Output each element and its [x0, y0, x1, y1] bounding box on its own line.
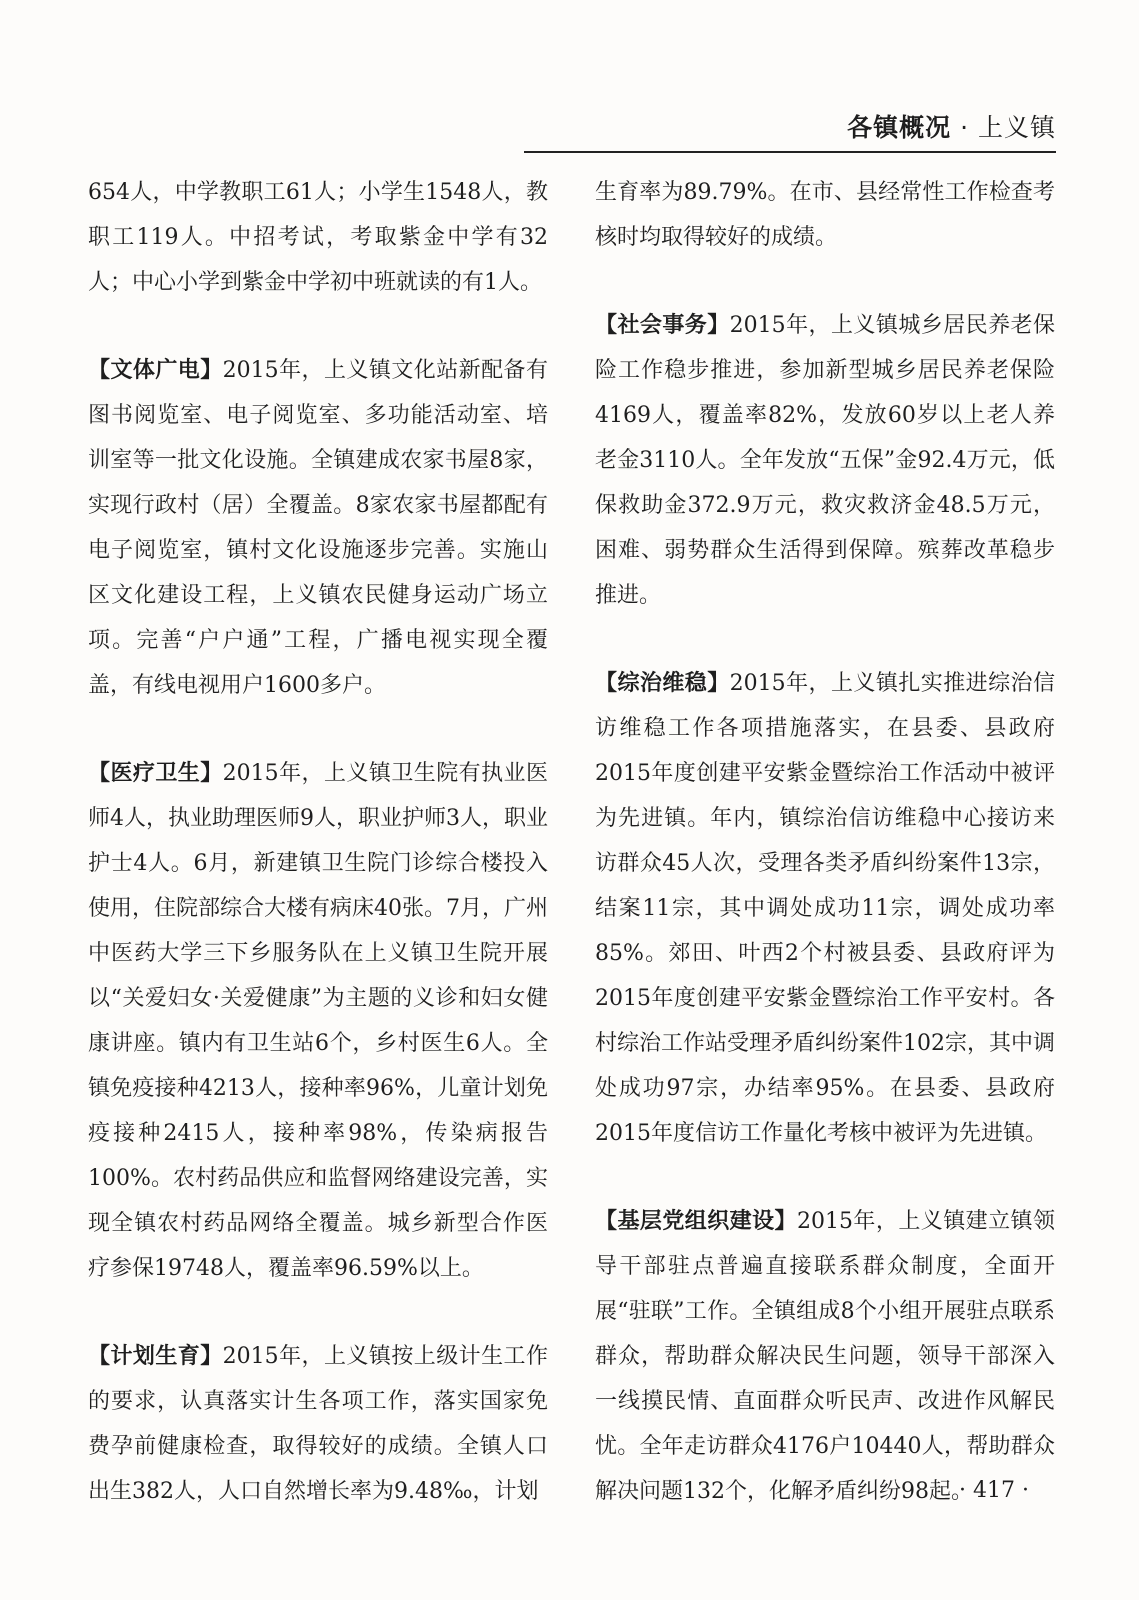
- header-separator: ·: [951, 113, 978, 142]
- section-social-affairs: [595, 303, 1055, 618]
- section-title: 【综治维稳】: [595, 671, 730, 696]
- section-body: 2015年，上义镇文化站新配备有图书阅览室、电子阅览室、多功能活动室、培训室等一批文化设施。全镇建成农家书屋8家，实现行政村（居）全覆盖。8家农家书屋都配有电子阅览室，镇村文化设施逐步完善。实施山区文化建设工程，上义镇农民健身运动广场立项。完善“户户通”工程，广播电视实现全覆盖，有线电视用户1600多户。: [88, 358, 548, 698]
- section-body: 2015年，上义镇扎实推进综治信访维稳工作各项措施落实，在县委、县政府2015年度创建平安紫金暨综治工作活动中被评为先进镇。年内，镇综治信访维稳中心接访来访群众45人次，受理各类矛盾纠纷案件13宗，结案11宗，其中调处成功11宗，调处成功率85%。郊田、叶西2个村被县委、县政府评为2015年度创建平安紫金暨综治工作平安村。各村综治工作站受理矛盾纠纷案件102宗，其中调处成功97宗，办结率95%。在县委、县政府2015年度信访工作量化考核中被评为先进镇。: [595, 671, 1055, 1146]
- section-body: 2015年，上义镇卫生院有执业医师4人，执业助理医师9人，职业护师3人，职业护士4人。6月，新建镇卫生院门诊综合楼投入使用，住院部综合大楼有病床40张。7月，广州中医药大学三下乡服务队在上义镇卫生院开展以“关爱妇女·关爱健康”为主题的义诊和妇女健康讲座。镇内有卫生站6个，乡村医生6人。全镇免疫接种4213人，接种率96%，儿童计划免疫接种2415人，接种率98%，传染病报告100%。农村药品供应和监督网络建设完善，实现全镇农村药品网络全覆盖。城乡新型合作医疗参保19748人，覆盖率96.59%以上。: [88, 761, 548, 1281]
- continued-paragraph: 生育率为89.79%。在市、县经常性工作检查考核时均取得较好的成绩。: [595, 180, 1055, 250]
- section-body: 2015年，上义镇城乡居民养老保险工作稳步推进，参加新型城乡居民养老保险4169人，覆盖率82%，发放60岁以上老人养老金3110人。全年发放“五保”金92.4万元，低保救助金372.9万元，救灾救济金48.5万元，困难、弱势群众生活得到保障。殡葬改革稳步推进。: [595, 313, 1055, 608]
- section-culture: [88, 348, 548, 708]
- section-body: 2015年，上义镇建立镇领导干部驻点普遍直接联系群众制度，全面开展“驻联”工作。全镇组成8个小组开展驻点联系群众，帮助群众解决民生问题，领导干部深入一线摸民情、直面群众听民声、改进作风解民忧。全年走访群众4176户10440人，帮助群众解决问题132个，化解矛盾纠纷98起。: [595, 1209, 1055, 1504]
- section-title: 【文体广电】: [88, 358, 223, 383]
- page-header: [847, 108, 1056, 144]
- section-title: 【基层党组织建设】: [595, 1209, 797, 1234]
- section-party-building: [595, 1199, 1055, 1514]
- header-section: 各镇概况: [847, 113, 952, 142]
- section-health: [88, 751, 548, 1291]
- section-title: 【医疗卫生】: [88, 761, 223, 786]
- section-title: 【社会事务】: [595, 313, 730, 338]
- header-rule: [524, 151, 1056, 153]
- header-town: 上义镇: [977, 113, 1056, 142]
- page-number: · 417 ·: [959, 1478, 1029, 1503]
- section-title: 【计划生育】: [88, 1344, 223, 1369]
- right-column: [595, 170, 1055, 1514]
- section-family-planning: [88, 1334, 548, 1514]
- section-body: 2015年，上义镇按上级计生工作的要求，认真落实计生各项工作，落实国家免费孕前健康检查，取得较好的成绩。全镇人口出生382人，人口自然增长率为9.48‰，计划: [88, 1344, 548, 1504]
- section-stability: [595, 661, 1055, 1156]
- continued-paragraph: 654人，中学教职工61人；小学生1548人，教职工119人。中招考试，考取紫金中学有32人；中心小学到紫金中学初中班就读的有1人。: [88, 180, 548, 295]
- left-column: [88, 170, 548, 1514]
